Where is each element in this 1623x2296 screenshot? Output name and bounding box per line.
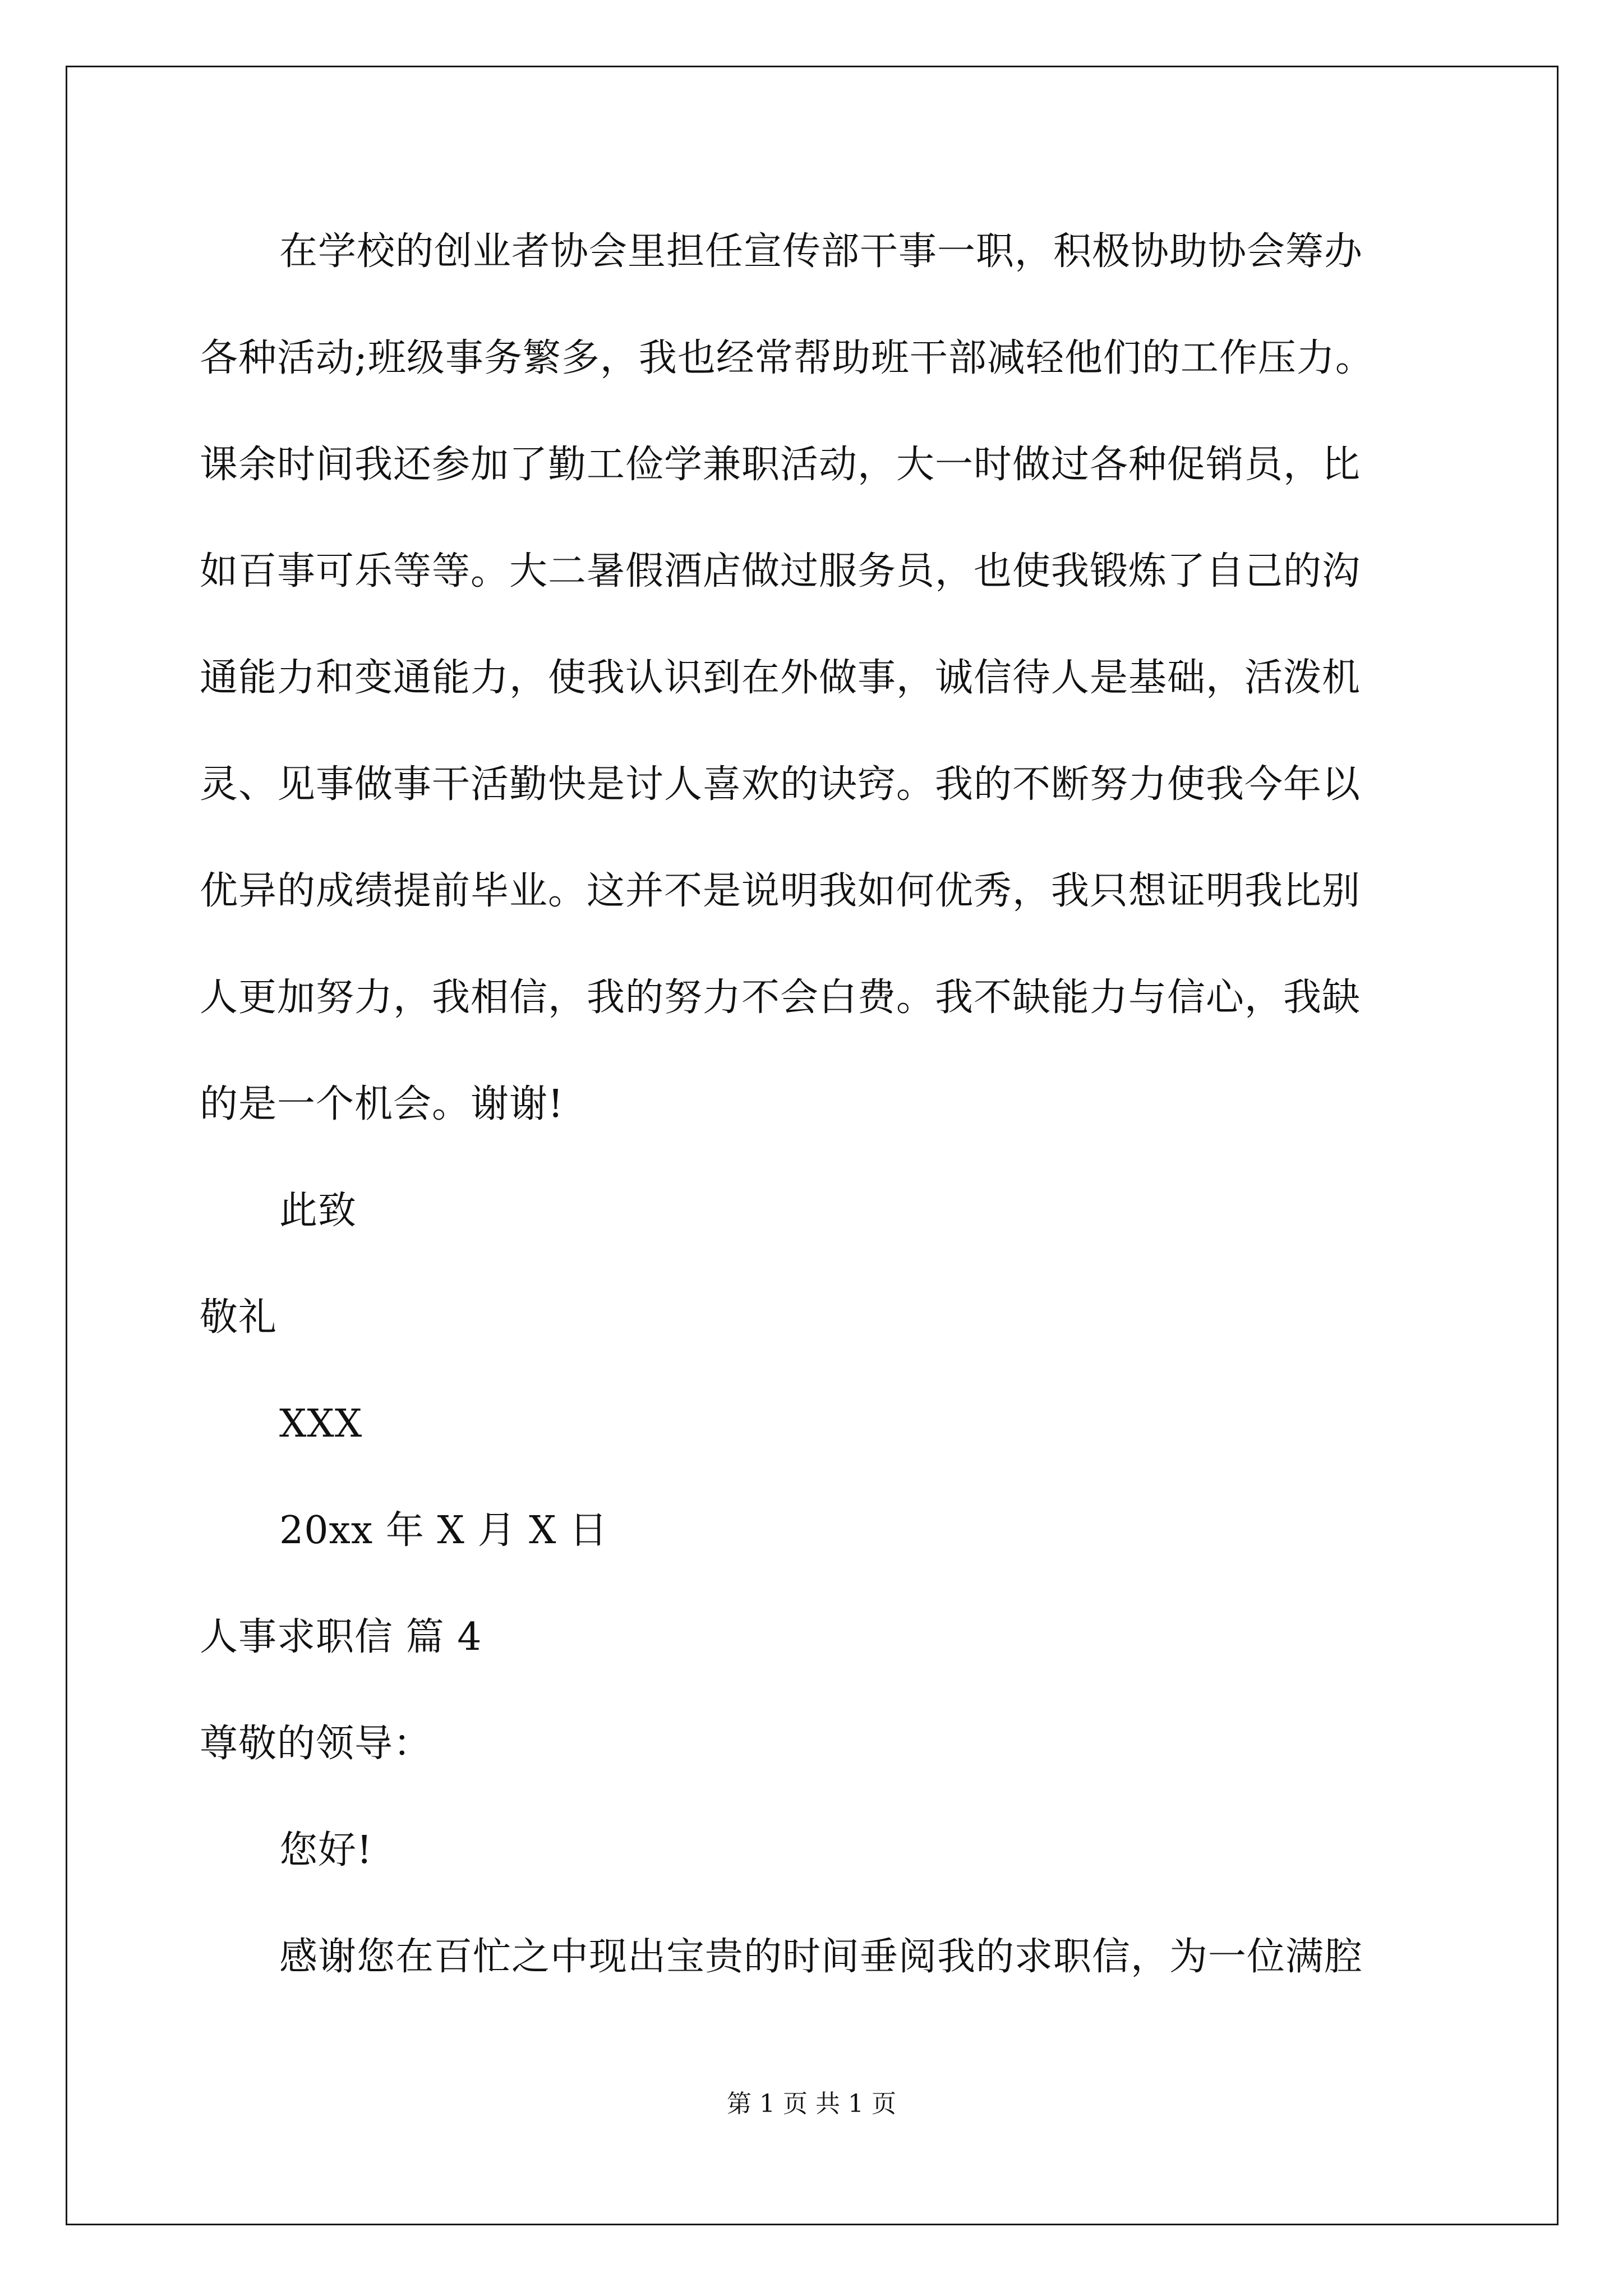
- paragraph-line: 优异的成绩提前毕业。这并不是说明我如何优秀，我只想证明我比别: [200, 869, 1361, 913]
- signature-date: 20xx 年 X 月 X 日: [279, 1508, 608, 1553]
- paragraph-line: 人更加努力，我相信，我的努力不会白费。我不缺能力与信心，我缺: [200, 976, 1361, 1020]
- letter-greeting: 尊敬的领导：: [200, 1722, 432, 1766]
- paragraph-line: 在学校的创业者协会里担任宣传部干事一职，积极协助协会筹办: [279, 229, 1363, 274]
- page-footer: 第 1 页 共 1 页: [727, 2090, 896, 2118]
- closing-regards: 敬礼: [200, 1295, 278, 1340]
- paragraph-line: 的是一个机会。谢谢!: [200, 1082, 564, 1126]
- paragraph-line: 课余时间我还参加了勤工俭学兼职活动，大一时做过各种促销员，比: [200, 443, 1361, 487]
- page-border: [66, 66, 1559, 2225]
- paragraph-line: 灵、见事做事干活勤快是讨人喜欢的诀窍。我的不断努力使我今年以: [200, 762, 1361, 807]
- paragraph-line: 感谢您在百忙之中现出宝贵的时间垂阅我的求职信，为一位满腔: [279, 1935, 1363, 1979]
- paragraph-line: 如百事可乐等等。大二暑假酒店做过服务员，也使我锻炼了自己的沟: [200, 549, 1361, 593]
- paragraph-line: 各种活动;班级事务繁多，我也经常帮助班干部减轻他们的工作压力。: [200, 336, 1374, 380]
- letter-hello: 您好!: [279, 1828, 373, 1872]
- section-heading: 人事求职信 篇 4: [200, 1615, 482, 1659]
- closing-salutation: 此致: [279, 1189, 357, 1233]
- signature-name: XXX: [279, 1402, 363, 1446]
- paragraph-line: 通能力和变通能力，使我认识到在外做事，诚信待人是基础，活泼机: [200, 656, 1361, 700]
